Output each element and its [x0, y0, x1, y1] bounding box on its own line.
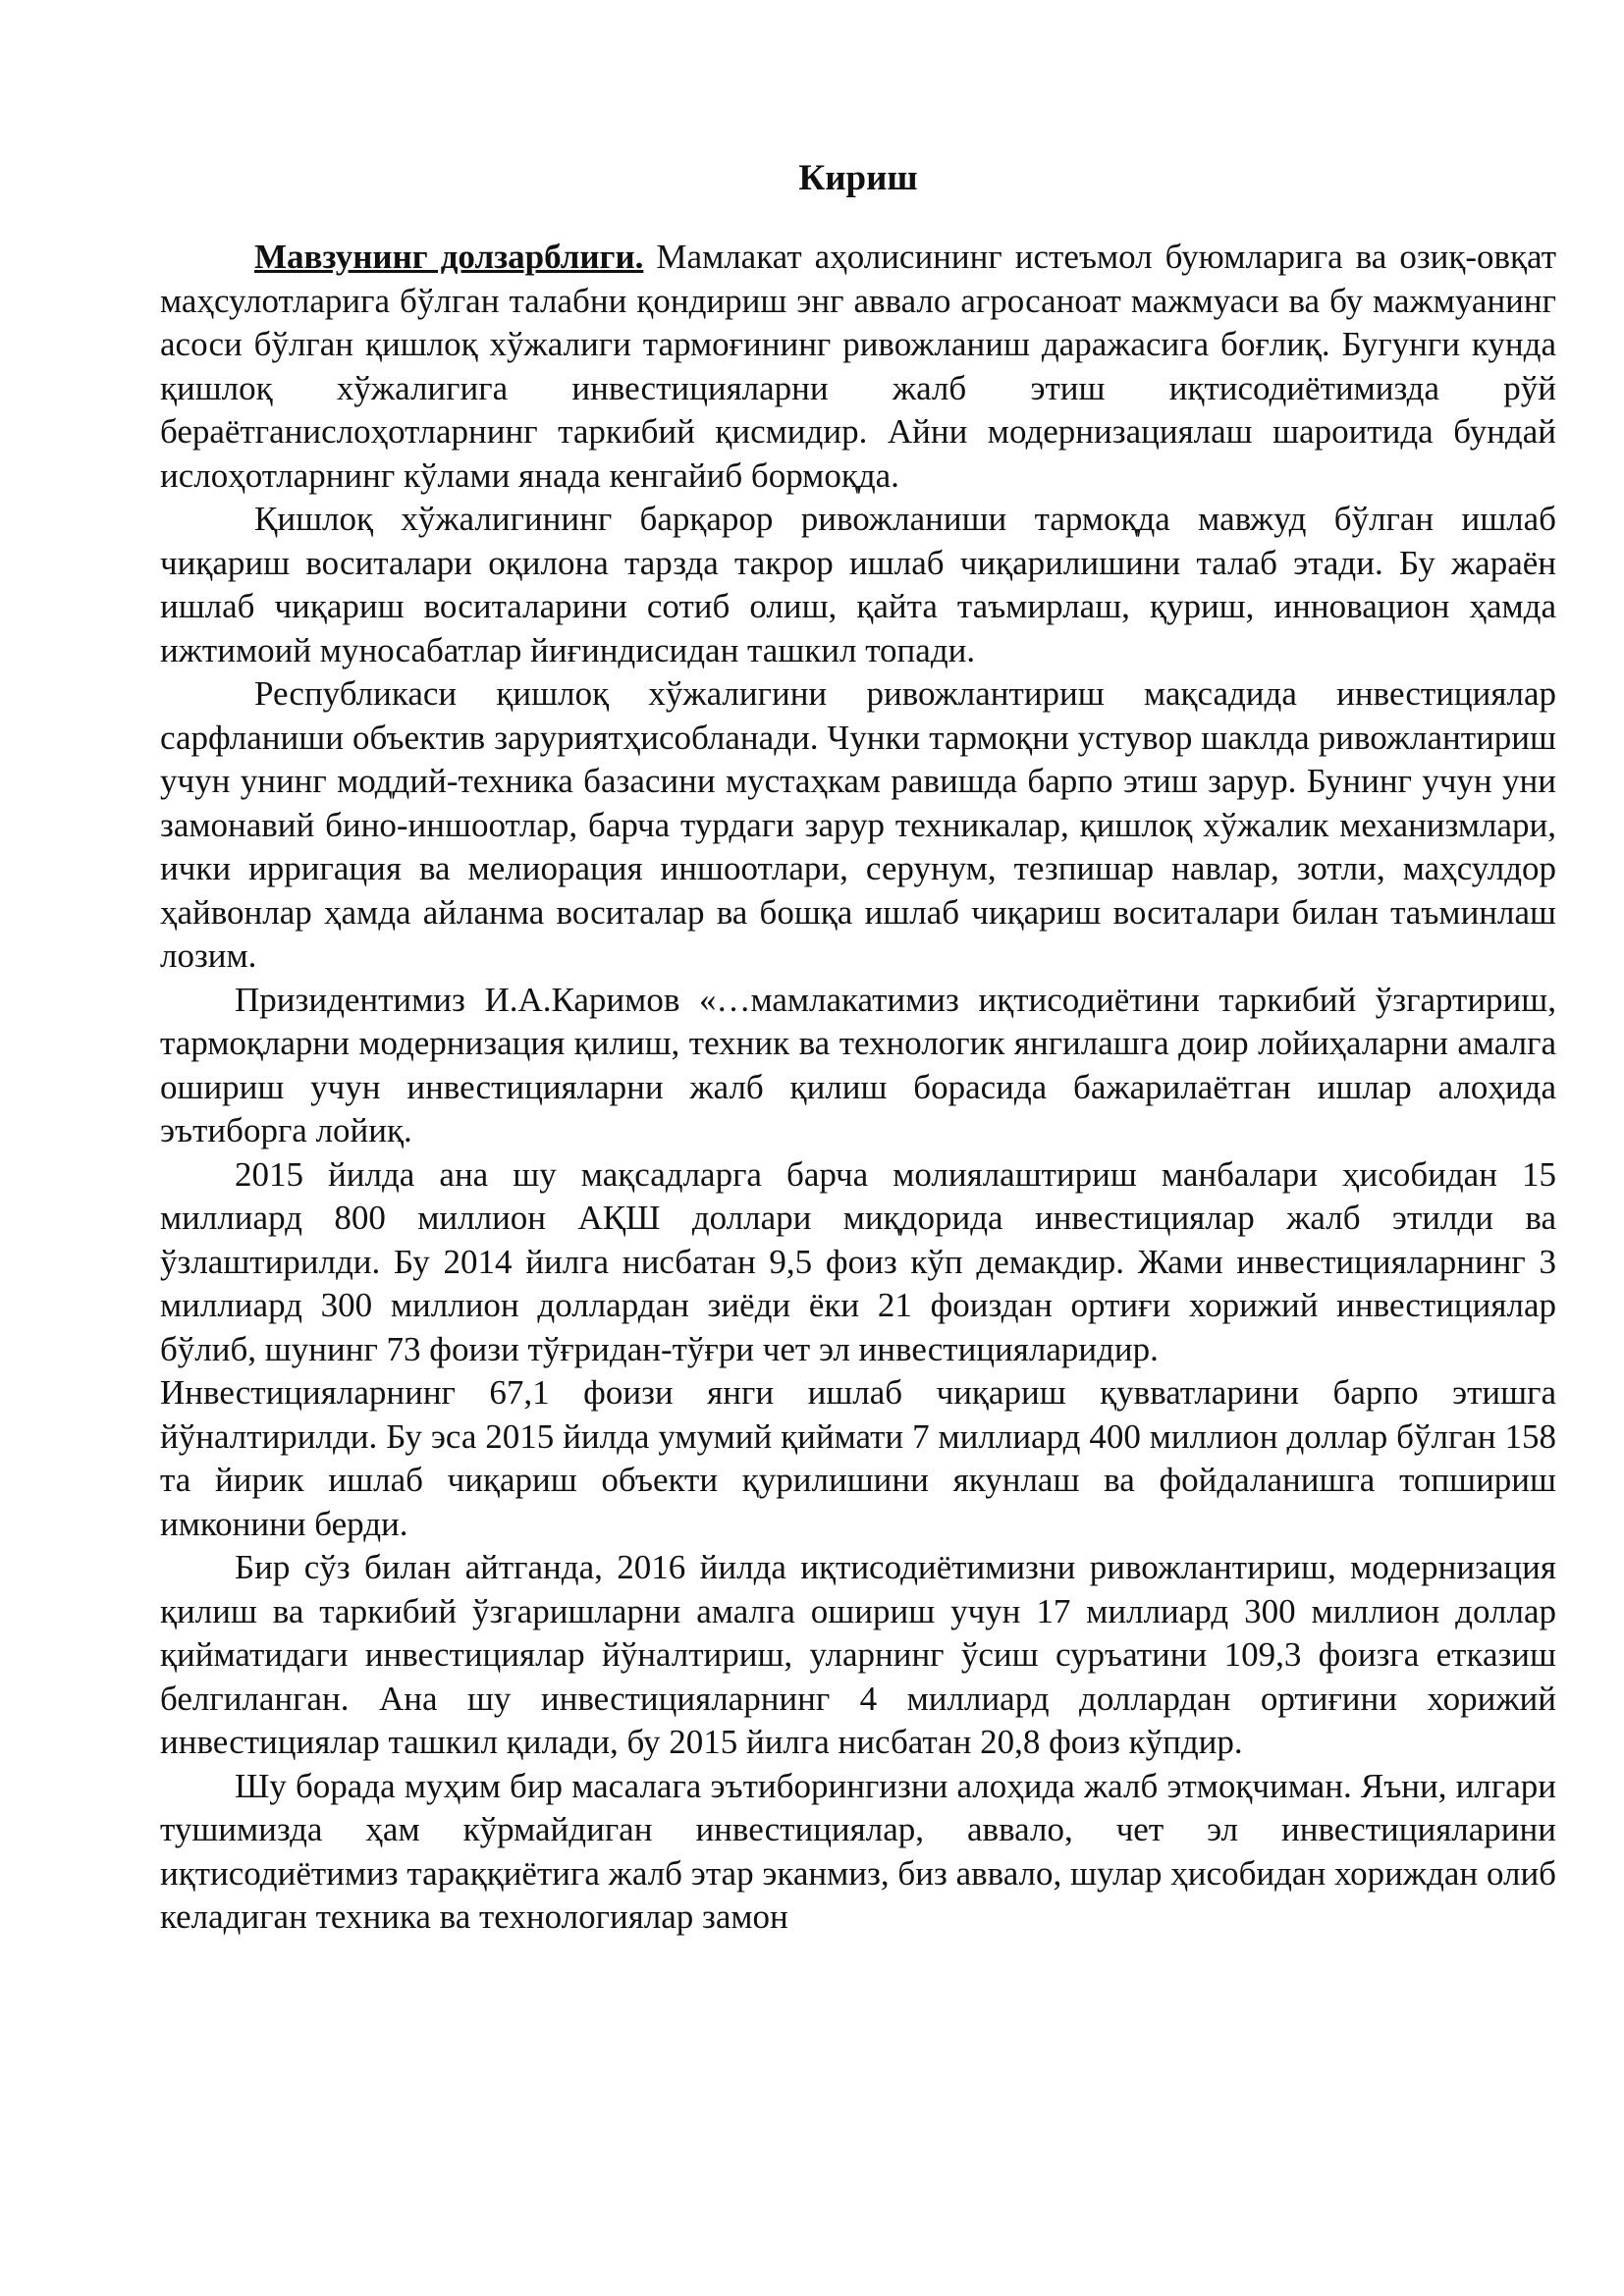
paragraph-republic-investment: Республикаси қишлоқ хўжалигини ривожлантириш мақсадида инвестициялар сарфланиши объектив заруриятҳисобланади. Чунки тармоқни устувор шаклда ривожлантириш учун унинг моддий-техника базасини мустаҳкам равишда барпо этиш зарур. Бунинг учун уни замонавий бино-иншоотлар, барча турдаги зарур техникалар, қишлоқ хўжалик механизмлари, ички ирригация ва мелиорация иншоотлари, серунум, тезпишар навлар, зотли, маҳсулдор ҳайвонлар ҳамда айланма воситалар ва бошқа ишлаб чиқариш воситалари билан таъминлаш лозим.: [160, 674, 1556, 975]
paragraph-agriculture-development: Қишлоқ хўжалигининг барқарор ривожланиши тармоқда мавжуд бўлган ишлаб чиқариш воситалари оқилона тарзда такрор ишлаб чиқарилишини талаб этади. Бу жараён ишлаб чиқариш воситаларини сотиб олиш, қайта таъмирлаш, қуриш, инновацион ҳамда ижтимоий муносабатлар йиғиндисидан ташкил топади.: [160, 500, 1556, 669]
paragraph-2015-investments: 2015 йилда ана шу мақсадларга барча молиялаштириш манбалари ҳисобидан 15 миллиард 800 миллион АҚШ доллари миқдорида инвестициялар жалб этилди ва ўзлаштирилди. Бу 2014 йилга нисбатан 9,5 фоиз кўп демакдир. Жами инвестицияларнинг 3 миллиард 300 миллион доллардан зиёди ёки 21 фоиздан ортиғи хорижий инвестициялар бўлиб, шунинг 73 фоизи тўғридан-тўғри чет эл инвестицияларидир.: [160, 1154, 1556, 1368]
paragraph-new-capacities: Инвестицияларнинг 67,1 фоизи янги ишлаб чиқариш қувватларини барпо этишга йўналтирилди. Бу эса 2015 йилда умумий қиймати 7 миллиард 400 миллион доллар бўлган 158 та йирик ишлаб чиқариш объекти қурилишини якунлаш ва фойдаланишга топшириш имконини берди.: [160, 1373, 1556, 1543]
paragraph-attention: Шу борада муҳим бир масалага эътиборингизни алоҳида жалб этмоқчиман. Яъни, илгари тушимизда ҳам кўрмайдиган инвестициялар, аввало, чет эл инвестицияларини иқтисодиётимиз тараққиётига жалб этар эканмиз, биз аввало, шулар ҳисобидан хориждан олиб келадиган техника ва технологиялар замон: [160, 1766, 1556, 1936]
paragraph-lead-heading: Мавзунинг долзарблиги.: [254, 238, 644, 276]
paragraph-2016-plans: Бир сўз билан айтганда, 2016 йилда иқтисодиётимизни ривожлантириш, модернизация қилиш ва таркибий ўзгаришларни амалга ошириш учун 17 миллиард 300 миллион доллар қийматидаги инвестициялар йўналтириш, уларнинг ўсиш суръатини 109,3 фоизга етказиш белгиланган. Ана шу инвестицияларнинг 4 миллиард доллардан ортиғини хорижий инвестициялар ташкил қилади, бу 2015 йилга нисбатан 20,8 фоиз кўпдир.: [160, 1548, 1556, 1761]
paragraph-relevance-body: Мамлакат аҳолисининг истеъмол буюмларига ва озиқ-овқат маҳсулотларига бўлган талабни қондириш энг аввало агросаноат мажмуаси ва бу мажмуанинг асоси бўлган қишлоқ хўжалиги тармоғининг ривожланиш даражасига боғлиқ. Бугунги кунда қишлоқ хўжалигига инвестицияларни жалб этиш иқтисодиётимизда рўй бераётганислоҳотларнинг таркибий қисмидир. Айни модернизациялаш шароитида бундай ислоҳотларнинг кўлами янада кенгайиб бормоқда.: [160, 238, 1556, 495]
page-title: Кириш: [798, 158, 918, 198]
document-page: [160, 157, 1556, 1940]
paragraph-relevance: [160, 236, 1556, 498]
paragraph-president-quote: Призидентимиз И.А.Каримов «…мамлакатимиз иқтисодиётини таркибий ўзгартириш, тармоқларни модернизация қилиш, техник ва технологик янгилашга доир лойиҳаларни амалга ошириш учун инвестицияларни жалб қилиш борасида бажарилаётган ишлар алоҳида эътиборга лойиқ.: [160, 980, 1556, 1149]
